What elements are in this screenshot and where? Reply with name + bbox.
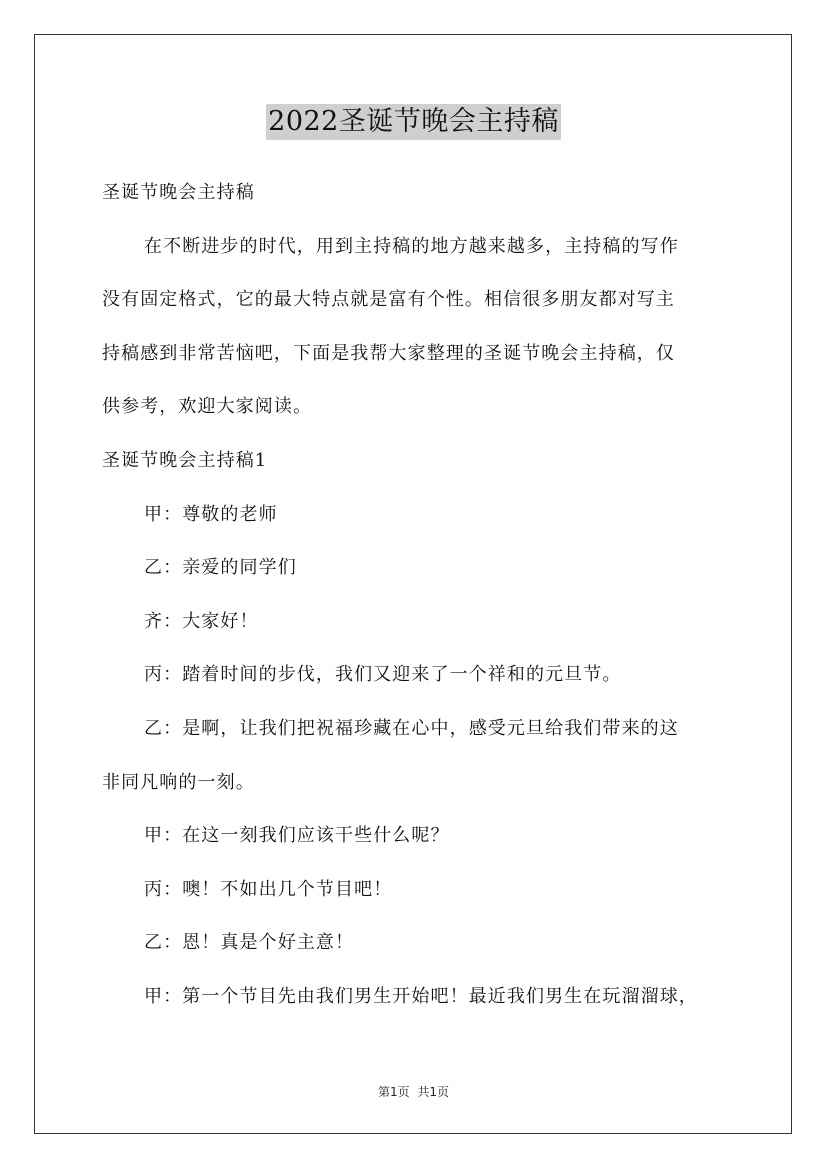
text-line: 甲：尊敬的老师 <box>144 503 278 525</box>
title-container <box>0 104 827 140</box>
text-line: 丙：踏着时间的步伐，我们又迎来了一个祥和的元旦节。 <box>144 664 622 686</box>
text-line: 没有固定格式，它的最大特点就是富有个性。相信很多朋友都对写主 <box>102 289 675 311</box>
page-footer <box>0 1083 827 1100</box>
text-line: 甲：在这一刻我们应该干些什么呢？ <box>144 825 450 847</box>
text-line: 在不断进步的时代，用到主持稿的地方越来越多，主持稿的写作 <box>144 235 679 257</box>
text-line: 持稿感到非常苦恼吧，下面是我帮大家整理的圣诞节晚会主持稿，仅 <box>102 342 675 364</box>
text-line: 丙：噢！不如出几个节目吧！ <box>144 878 393 900</box>
text-line: 乙：是啊，让我们把祝福珍藏在心中，感受元旦给我们带来的这 <box>144 717 679 739</box>
text-line: 圣诞节晚会主持稿1 <box>102 449 268 471</box>
page-number: 第1页 <box>377 1085 410 1099</box>
text-line: 圣诞节晚会主持稿 <box>102 182 255 203</box>
text-line: 甲：第一个节目先由我们男生开始吧！最近我们男生在玩溜溜球， <box>144 985 698 1007</box>
page-total: 共1页 <box>417 1085 450 1099</box>
text-line: 非同凡响的一刻。 <box>102 771 255 793</box>
document-body <box>102 166 726 1024</box>
text-line: 乙：恩！真是个好主意！ <box>144 932 355 954</box>
text-line: 乙：亲爱的同学们 <box>144 557 297 579</box>
document-title: 2022圣诞节晚会主持稿 <box>266 104 561 140</box>
text-line: 齐：大家好！ <box>144 610 259 632</box>
text-line: 供参考，欢迎大家阅读。 <box>102 396 313 418</box>
